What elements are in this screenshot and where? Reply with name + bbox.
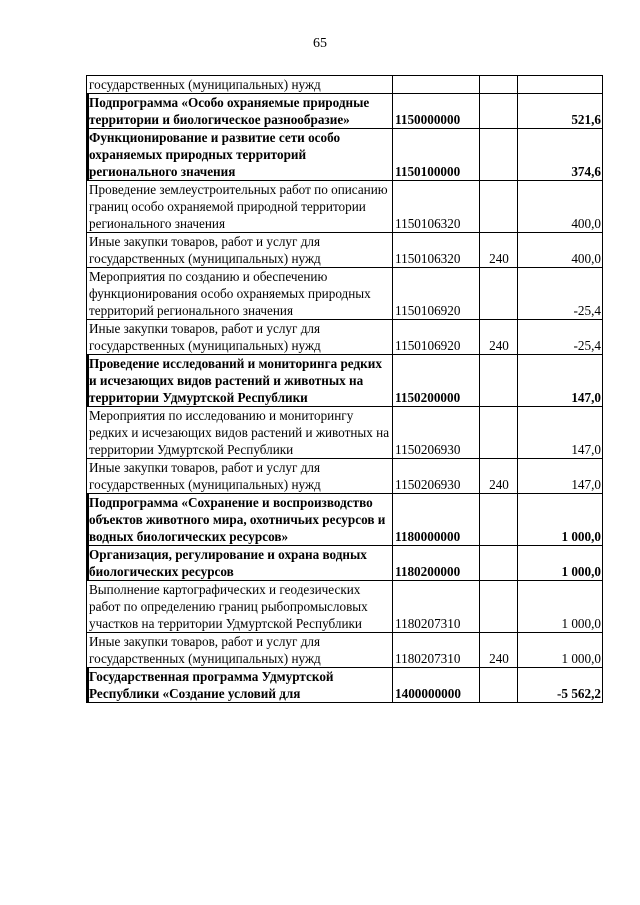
table-row [87,129,603,181]
row-expense-type [480,94,518,129]
budget-table [86,75,603,703]
row-expense-type [480,668,518,703]
row-expense-type: 240 [480,459,518,494]
row-amount: 147,0 [518,407,603,459]
row-name: Организация, регулирование и охрана водных биологических ресурсов [87,546,393,581]
row-target-code: 1150206930 [393,459,480,494]
row-expense-type [480,546,518,581]
row-amount: -25,4 [518,268,603,320]
row-name: Иные закупки товаров, работ и услуг для государственных (муниципальных) нужд [87,459,393,494]
row-expense-type [480,355,518,407]
row-expense-type [480,76,518,94]
row-amount: 1 000,0 [518,546,603,581]
row-expense-type: 240 [480,233,518,268]
row-target-code: 1180200000 [393,546,480,581]
row-name: государственных (муниципальных) нужд [87,76,393,94]
row-name: Иные закупки товаров, работ и услуг для государственных (муниципальных) нужд [87,233,393,268]
table-row [87,407,603,459]
row-amount: 400,0 [518,233,603,268]
row-target-code: 1180000000 [393,494,480,546]
row-amount: 147,0 [518,459,603,494]
row-expense-type: 240 [480,633,518,668]
row-name: Иные закупки товаров, работ и услуг для государственных (муниципальных) нужд [87,633,393,668]
row-amount [518,76,603,94]
row-target-code: 1150206930 [393,407,480,459]
row-amount: 147,0 [518,355,603,407]
table-row [87,268,603,320]
row-name: Иные закупки товаров, работ и услуг для государственных (муниципальных) нужд [87,320,393,355]
table-row [87,320,603,355]
table-row [87,181,603,233]
row-target-code: 1150106920 [393,320,480,355]
row-target-code: 1180207310 [393,581,480,633]
row-target-code: 1150100000 [393,129,480,181]
table-row [87,76,603,94]
row-name: Мероприятия по созданию и обеспечению функционирования особо охраняемых природных территорий регионального значения [87,268,393,320]
row-expense-type [480,407,518,459]
row-target-code: 1150200000 [393,355,480,407]
table-row [87,459,603,494]
row-expense-type: 240 [480,320,518,355]
row-amount: 1 000,0 [518,581,603,633]
row-amount: -5 562,2 [518,668,603,703]
table-row [87,233,603,268]
row-name: Подпрограмма «Особо охраняемые природные территории и биологическое разнообразие» [87,94,393,129]
row-target-code [393,76,480,94]
table-row [87,94,603,129]
row-expense-type [480,129,518,181]
row-amount: 400,0 [518,181,603,233]
row-target-code: 1150000000 [393,94,480,129]
row-target-code: 1400000000 [393,668,480,703]
row-target-code: 1150106320 [393,233,480,268]
row-name: Проведение землеустроительных работ по описанию границ особо охраняемой природной территории регионального значения [87,181,393,233]
row-expense-type [480,268,518,320]
row-name: Подпрограмма «Сохранение и воспроизводство объектов животного мира, охотничьих ресурсов и водных биологических ресурсов» [87,494,393,546]
table-row [87,581,603,633]
table-row [87,546,603,581]
row-amount: 374,6 [518,129,603,181]
row-name: Выполнение картографических и геодезических работ по определению границ рыбопромысловых участков на территории Удмуртской Республики [87,581,393,633]
row-amount: 1 000,0 [518,633,603,668]
row-name: Функционирование и развитие сети особо охраняемых природных территорий регионального значения [87,129,393,181]
row-name: Проведение исследований и мониторинга редких и исчезающих видов растений и животных на территории Удмуртской Республики [87,355,393,407]
table-row [87,668,603,703]
row-expense-type [480,181,518,233]
row-name: Мероприятия по исследованию и мониторингу редких и исчезающих видов растений и животных на территории Удмуртской Республики [87,407,393,459]
table-row [87,355,603,407]
row-amount: -25,4 [518,320,603,355]
table-row [87,633,603,668]
row-expense-type [480,581,518,633]
row-amount: 1 000,0 [518,494,603,546]
row-target-code: 1150106320 [393,181,480,233]
table-row [87,494,603,546]
row-name: Государственная программа Удмуртской Республики «Создание условий для [87,668,393,703]
page-number: 65 [313,36,327,51]
row-target-code: 1180207310 [393,633,480,668]
row-amount: 521,6 [518,94,603,129]
row-expense-type [480,494,518,546]
row-target-code: 1150106920 [393,268,480,320]
